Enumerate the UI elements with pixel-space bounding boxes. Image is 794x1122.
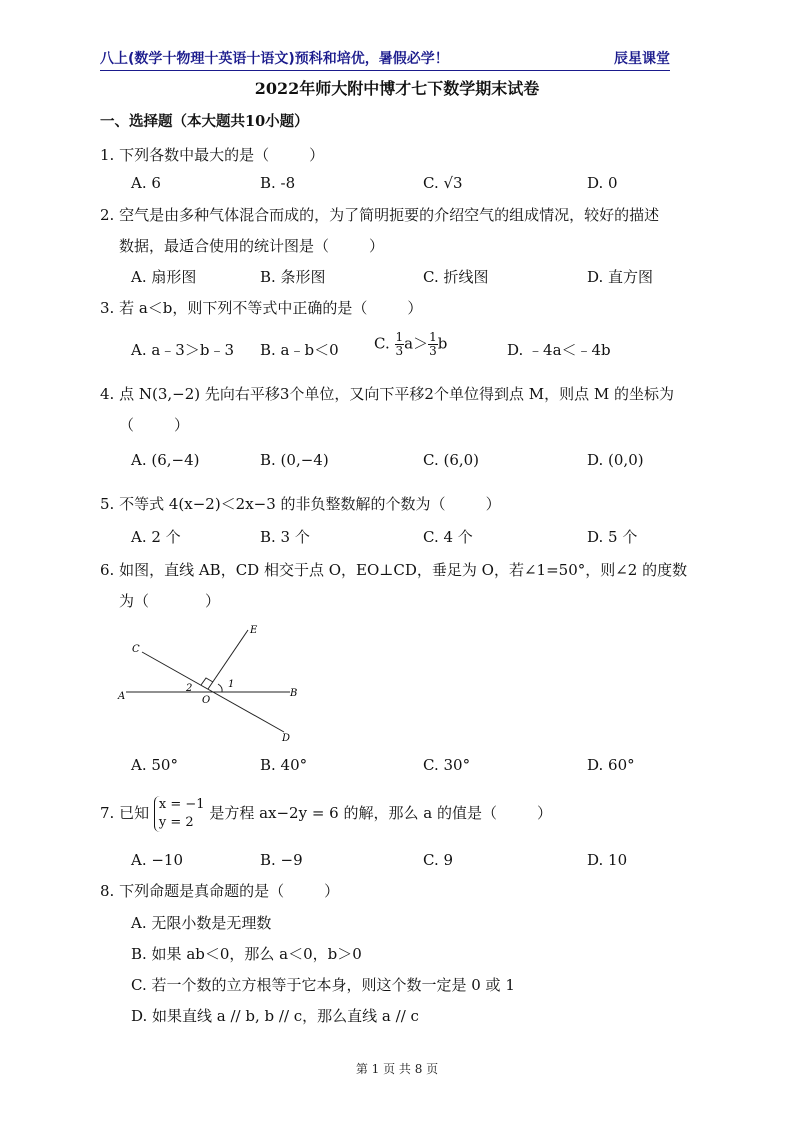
question-7 [100,796,552,832]
option-text: a＞ [404,334,429,353]
q3-option-b: B. a﹣b＜0 [260,341,339,359]
question-stem-end: ） [536,804,552,822]
q4-option-d: D. (0,0) [587,451,644,469]
question-5 [100,493,501,514]
q3-option-c [374,331,447,358]
q6-option-c: C. 30° [423,756,471,774]
question-stem: 1. 下列各数中最大的是（ [100,146,270,164]
label-o: O [202,695,211,706]
question-8 [100,880,339,901]
question-stem-end: ） [174,416,190,434]
q6-option-a: A. 50° [131,756,178,774]
q6-option-b: B. 40° [260,756,308,774]
q5-option-c: C. 4 个 [423,528,473,546]
q8-option-d: D. 如果直线 a // b, b // c，那么直线 a // c [131,1007,419,1025]
fraction [428,331,438,358]
page-header [100,46,670,71]
question-stem: 5. 不等式 4(x−2)＜2x−3 的非负整数解的个数为（ [100,495,446,513]
question-stem-end: ） [309,146,325,164]
q1-option-b: B. -8 [260,174,296,192]
question-6-cont [119,590,220,611]
section-heading: 一、选择题（本大题共10小题） [100,113,309,130]
question-3 [100,297,422,318]
equation-line: x = −1 [158,797,205,812]
q8-option-b: B. 如果 ab＜0，那么 a＜0，b＞0 [131,945,362,963]
angle-1-arc [218,684,222,692]
q2-option-d: D. 直方图 [587,268,654,286]
label-angle-1: 1 [228,679,235,690]
question-stem-rest: 是方程 ax−2y = 6 的解，那么 a 的值是（ [209,804,497,822]
q7-option-b: B. −9 [260,851,303,869]
label-c: C [132,644,140,655]
question-2: 2. 空气是由多种气体混合而成的，为了简明扼要的介绍空气的组成情况，较好的描述 [100,206,660,224]
question-stem: 7. 已知 [100,804,150,822]
question-4-cont [119,414,189,435]
question-stem-end: ） [369,237,385,255]
question-stem-end: ） [324,882,340,900]
label-e: E [250,625,258,636]
q1-option-c: C. √3 [423,174,463,192]
q8-option-c: C. 若一个数的立方根等于它本身，则这个数一定是 0 或 1 [131,976,515,994]
q6-option-d: D. 60° [587,756,635,774]
q7-option-c: C. 9 [423,851,454,869]
header-brand: 辰星课堂 [614,51,670,67]
question-6: 6. 如图，直线 AB，CD 相交于点 O，EO⊥CD，垂足为 O，若∠1=50°，则∠2 的度数 [100,561,688,579]
question-stem: 8. 下列命题是真命题的是（ [100,882,285,900]
q8-option-a: A. 无限小数是无理数 [131,914,272,932]
question-4: 4. 点 N(3,−2) 先向右平移3个单位，又向下平移2个单位得到点 M，则点 M 的坐标为 [100,385,674,403]
option-label: C. [374,334,390,353]
fraction [395,331,405,358]
q2-option-a: A. 扇形图 [131,268,197,286]
equation-line: y = 2 [158,815,194,830]
q7-option-d: D. 10 [587,851,628,869]
question-stem-end: ） [407,299,423,317]
fraction-numerator: 1 [429,330,437,344]
option-text: b [437,334,448,353]
question-stem: 3. 若 a＜b，则下列不等式中正确的是（ [100,299,368,317]
fraction-denominator: 3 [429,344,437,358]
label-d: D [282,733,291,744]
fraction-numerator: 1 [395,330,404,344]
q7-option-a: A. −10 [131,851,184,869]
q1-option-d: D. 0 [587,174,618,192]
equation-system [154,796,205,832]
question-stem: （ [119,416,135,434]
q4-option-c: C. (6,0) [423,451,480,469]
exam-title: 2022年师大附中博才七下数学期末试卷 [254,79,540,98]
question-stem-end: ） [205,592,221,610]
q5-option-a: A. 2 个 [131,528,181,546]
fraction-denominator: 3 [395,344,404,358]
label-a: A [118,691,126,702]
q3-option-d: D. ﹣4a＜﹣4b [507,341,611,359]
question-stem: 数据，最适合使用的统计图是（ [119,237,330,255]
q3-option-a: A. a﹣3＞b﹣3 [131,341,235,359]
question-stem-end: ） [485,495,501,513]
label-angle-2: 2 [186,683,193,694]
q5-option-b: B. 3 个 [260,528,310,546]
page-footer: 第 1 页 共 8 页 [355,1062,439,1076]
q2-option-c: C. 折线图 [423,268,489,286]
q5-option-d: D. 5 个 [587,528,638,546]
question-2-cont [119,235,384,256]
q2-option-b: B. 条形图 [260,268,326,286]
q4-option-b: B. (0,−4) [260,451,329,469]
q4-option-a: A. (6,−4) [131,451,200,469]
question-stem: 为（ [119,592,150,610]
geometry-figure [112,620,312,750]
question-1 [100,144,324,165]
header-promo-text: 八上(数学十物理十英语十语文)预科和培优，暑假必学！ [100,51,449,67]
q1-option-a: A. 6 [131,174,161,192]
label-b: B [290,688,298,699]
